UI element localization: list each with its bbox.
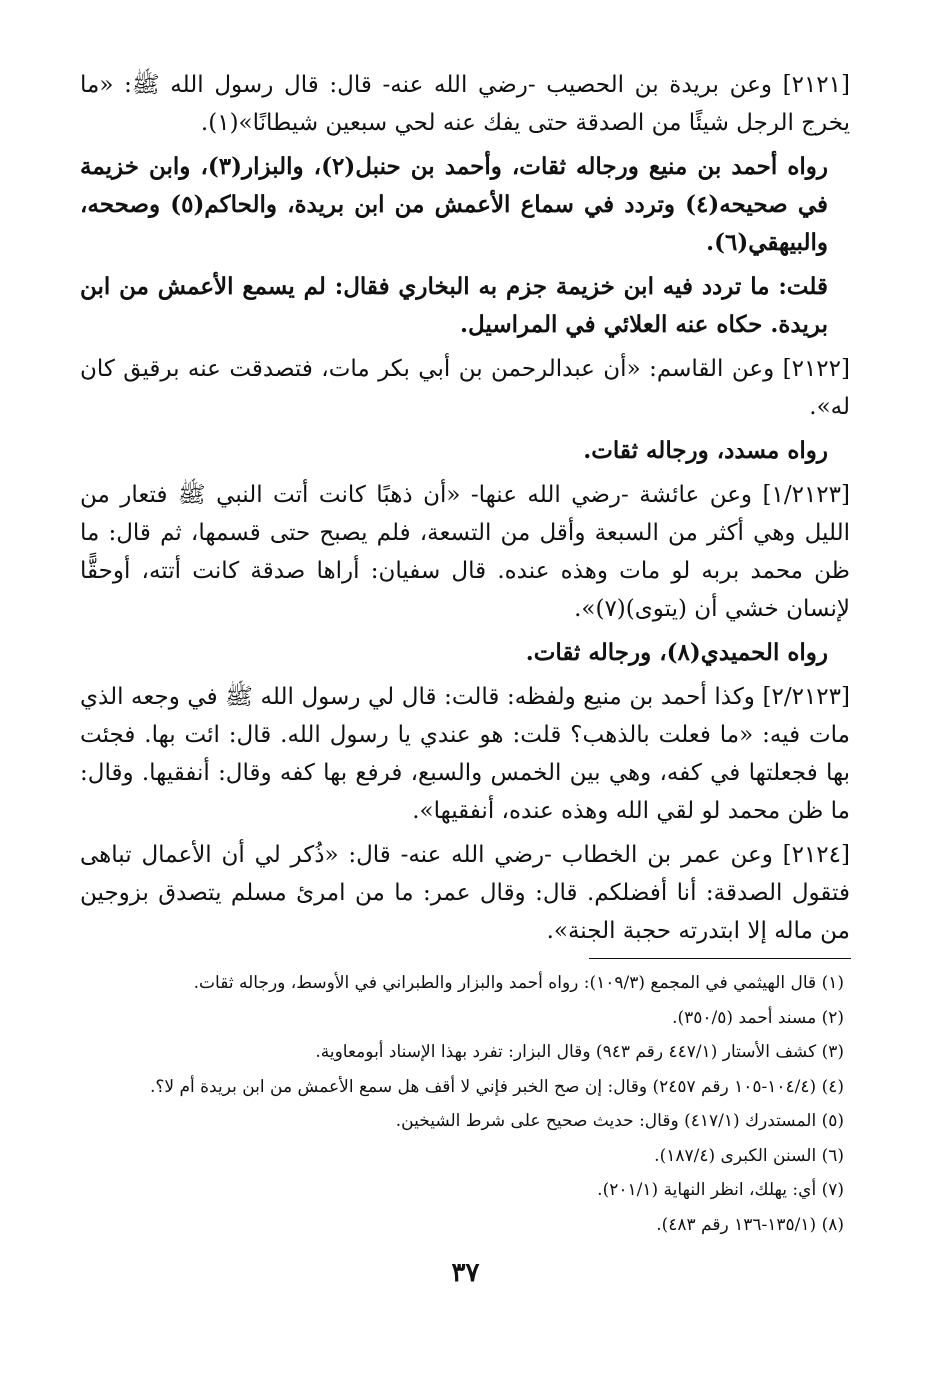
page-number: ٣٧ xyxy=(451,1258,480,1288)
footnote-3: (٣) كشف الأستار (٤٤٧/١ رقم ٩٤٣) وقال البزار: تفرد بهذا الإسناد أبومعاوية. xyxy=(315,1042,844,1062)
hadith-2123-1: [١/٢١٢٣] وعن عائشة -رضي الله عنها- «أن ذهبًا كانت أتت النبي ﷺ فتعار من الليل وهي أكثر من السبعة وأقل من التسعة، فلم يصبح حتى قسمها، ثم قال: ما ظن محمد بربه لو مات وهذه عنده. قال سفيان: أراها صدقة كانت أتته، أوحقًّا لإنسان خشي أن (يتوى)(٧)». xyxy=(80,482,850,622)
hadith-2123-2: [٢/٢١٢٣] وكذا أحمد بن منيع ولفظه: قالت: قال لي رسول الله ﷺ في وجعه الذي مات فيه: «ما فعلت بالذهب؟ قلت: هو عندي يا رسول الله. قال: ائت بها. فجئت بها فجعلتها في كفه، وهي بين الخمس والسبع، فرفع بها كفه وقال: أنفقيها. وقال: ما ظن محمد لو لقي الله وهذه عنده، أنفقيها». xyxy=(80,684,850,824)
narration-2121: رواه أحمد بن منيع ورجاله ثقات، وأحمد بن حنبل(٢)، والبزار(٣)، وابن خزيمة في صحيحه(٤) وتردد في سماع الأعمش من ابن بريدة، والحاكم(٥) وصححه، والبيهقي(٦). xyxy=(80,153,828,256)
footnote-2: (٢) مسند أحمد (٣٥٠/٥). xyxy=(672,1007,844,1028)
comment-2121: قلت: ما تردد فيه ابن خزيمة جزم به البخاري فقال: لم يسمع الأعمش من ابن بريدة. حكاه عنه العلائي في المراسيل. xyxy=(80,273,828,338)
footnote-4: (٤) (١٠٤/٤-١٠٥ رقم ٢٤٥٧) وقال: إن صح الخبر فإني لا أقف هل سمع الأعمش من ابن بريدة أم لا؟. xyxy=(149,1076,844,1097)
footnote-7: (٧) أي: يهلك، انظر النهاية (٢٠١/١). xyxy=(597,1180,844,1200)
footnote-8: (٨) (١٣٥/١-١٣٦ رقم ٤٨٣). xyxy=(656,1214,844,1235)
footnotes-list xyxy=(80,966,850,1242)
footnote-5: (٥) المستدرك (٤١٧/١) وقال: حديث صحيح على شرط الشيخين. xyxy=(395,1111,844,1131)
footnote-separator xyxy=(589,958,851,959)
footnote-6: (٦) السنن الكبرى (١٨٧/٤). xyxy=(654,1145,844,1166)
hadith-2124: [٢١٢٤] وعن عمر بن الخطاب -رضي الله عنه- قال: «ذُكر لي أن الأعمال تباهى فتقول الصدقة: أنا أفضلكم. قال: وقال عمر: ما من امرئ مسلم يتصدق بزوجين من ماله إلا ابتدرته حجبة الجنة». xyxy=(80,842,850,944)
footnote-1: (١) قال الهيثمي في المجمع (١٠٩/٣): رواه أحمد والبزار والطبراني في الأوسط، ورجاله ثقات. xyxy=(193,973,844,993)
narration-2123-1: رواه الحميدي(٨)، ورجاله ثقات. xyxy=(525,639,828,666)
hadith-2122: [٢١٢٢] وعن القاسم: «أن عبدالرحمن بن أبي بكر مات، فتصدقت عنه برقيق كان له». xyxy=(80,356,850,420)
hadith-2121: [٢١٢١] وعن بريدة بن الحصيب -رضي الله عنه- قال: قال رسول الله ﷺ: «ما يخرج الرجل شيئًا من الصدقة حتى يفك عنه لحي سبعين شيطانًا»(١). xyxy=(80,72,850,136)
narration-2122: رواه مسدد، ورجاله ثقات. xyxy=(583,437,828,464)
main-text xyxy=(80,66,850,950)
